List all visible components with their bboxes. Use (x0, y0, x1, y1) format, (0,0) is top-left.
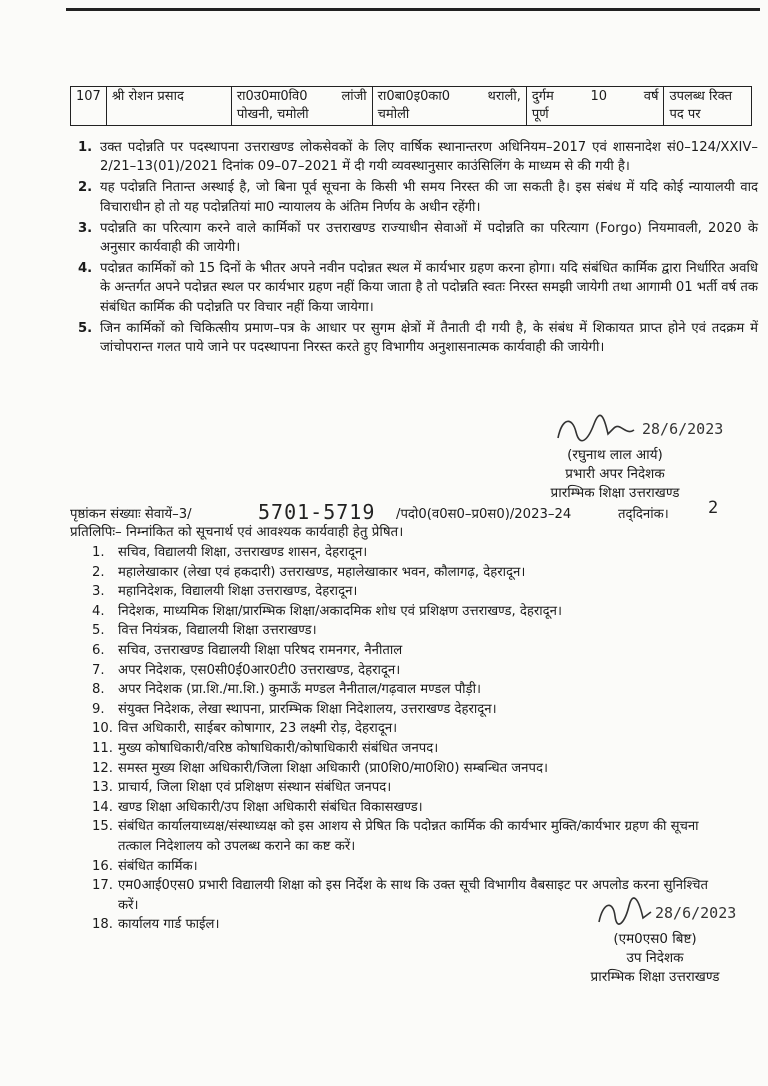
signatory-office: प्रारम्भिक शिक्षा उत्तराखण्ड (550, 485, 680, 501)
item-text: उक्त पदोन्नति पर पदस्थापना उत्तराखण्ड लोकसेवकों के लिए वार्षिक स्थानान्तरण अधिनियम–2017 एवं शासनादेश सं0–124/XXIV–2/21–13(01)/2021 दिनांक 09–07–2021 में दी गयी व्यवस्थानुसार काउंसिलिंग के माध्यम से की गयी है। (100, 140, 758, 175)
current-school-place: लांजी (341, 89, 367, 104)
list-item (92, 621, 732, 641)
remark-cell: उपलब्ध रिक्त पद पर (664, 87, 752, 126)
item-number: 7. (92, 662, 105, 678)
category-type: दुर्गम (531, 89, 554, 104)
reference-date-label: तद्‌दिनांक। (618, 507, 669, 522)
list-item (74, 138, 758, 176)
item-text: प्राचार्य, जिला शिक्षा एवं प्रशिक्षण संस्थान संबंधित जनपद। (118, 780, 392, 796)
terms-list (74, 138, 758, 359)
item-number: 12. (92, 760, 113, 776)
list-item (92, 582, 732, 602)
item-number: 1. (92, 545, 105, 560)
item-text: वित्त नियंत्रक, विद्यालयी शिक्षा उत्तराखण्ड। (118, 623, 317, 639)
promotion-record-table (70, 86, 752, 126)
list-item (74, 219, 758, 257)
reference-line (70, 500, 760, 524)
item-number: 2. (92, 564, 105, 580)
item-number: 2. (78, 180, 93, 196)
svg-text:28/6/2023: 28/6/2023 (655, 904, 737, 922)
current-school-code: रा0उ0मा0वि0 (236, 89, 308, 104)
table-row (71, 87, 752, 126)
list-item (92, 602, 732, 622)
list-item (92, 641, 732, 661)
name-cell: श्री रोशन प्रसाद (106, 87, 231, 126)
item-text: निदेशक, माध्यमिक शिक्षा/प्रारम्भिक शिक्षा/अकादमिक शोध एवं प्रशिक्षण उत्तराखण्ड, देहरादून। (118, 603, 563, 619)
signatory-name: (रघुनाथ लाल आर्य) (567, 447, 663, 463)
item-text: महालेखाकार (लेखा एवं हकदारी) उत्तराखण्ड, महालेखाकार भवन, कौलागढ़, देहरादून। (118, 564, 526, 580)
item-text: पदोन्नति का परित्याग करने वाले कार्मिकों पर उत्तराखण्ड राज्याधीन सेवाओं में पदोन्नति का परित्याग (Forgo) नियमावली, 2020 के अनुसार कार्यवाही की जायेगी। (100, 220, 758, 256)
svg-text:28/6/2023: 28/6/2023 (642, 420, 724, 438)
reference-number-handwritten: 5701-5719 (258, 500, 376, 524)
item-number: 4. (78, 261, 93, 277)
item-text: एम0आई0एस0 प्रभारी विद्यालयी शिक्षा को इस निर्देश के साथ कि उक्त सूची विभागीय वैबसाइट पर अपलोड करना सुनिश्चित करें। (118, 878, 708, 913)
copy-heading: प्रतिलिपिः– निम्नांकित को सूचनार्थ एवं आवश्यक कार्यवाही हेतु प्रेषित। (70, 525, 404, 540)
item-text: यह पदोन्नति नितान्त अस्थाई है, जो बिना पूर्व सूचना के किसी भी समय निरस्त की जा सकती है। इस संबंध में यदि कोई न्यायालयी वाद विचाराधीन हो तो यह पदोन्नतियां मा0 न्यायालय के अंतिम निर्णय के अधीन रहेंगी। (100, 180, 758, 215)
list-item (92, 563, 732, 583)
item-text: सचिव, विद्यालयी शिक्षा, उत्तराखण्ड शासन, देहरादून। (118, 545, 368, 560)
handwritten-signature-1 (550, 410, 724, 450)
item-text: संबंधित कार्मिक। (118, 858, 198, 874)
list-item (74, 319, 758, 357)
item-number: 3. (92, 584, 105, 600)
item-text: अपर निदेशक (प्रा.शि./मा.शि.) कुमाऊँ मण्डल नैनीताल/गढ़वाल मण्डल पौड़ी। (118, 682, 481, 698)
new-school-cell (372, 87, 526, 126)
new-school-code: रा0बा0इ0का0 (377, 89, 450, 104)
list-item (92, 719, 732, 739)
current-school-cell (231, 87, 372, 126)
item-number: 15. (92, 819, 113, 835)
handwritten-signature-2 (555, 892, 755, 932)
item-text: पदोन्नत कार्मिकों को 15 दिनों के भीतर अपने नवीन पदोन्नत स्थल में कार्यभार ग्रहण करना होगा। यदि संबंधित कार्मिक द्वारा निर्धारित अवधि के अन्तर्गत अपने पदोन्नत स्थल पर कार्यभार ग्रहण नहीं किया जाता है तो पदोन्नति स्वतः निरस्त समझी जायेगी तथा आगामी 01 भर्ती वर्ष तक संबंधित कार्मिक की पदोन्नति पर विचार नहीं किया जायेगा। (100, 261, 758, 315)
list-item (92, 759, 732, 779)
item-number: 17. (92, 878, 113, 894)
new-school-district: चमोली (377, 107, 410, 122)
reference-prefix: पृष्ठांकन संख्याः सेवायें–3/ (70, 507, 192, 522)
reference-date-mark: 2 (708, 498, 720, 518)
item-text: संयुक्त निदेशक, लेखा स्थापना, प्रारम्भिक शिक्षा निदेशालय, उत्तराखण्ड देहरादून। (118, 701, 497, 717)
category-cell (526, 87, 664, 126)
item-number: 13. (92, 780, 113, 796)
signatory-designation: उप निदेशक (626, 950, 684, 966)
category-years: 10 (590, 89, 608, 104)
list-item (92, 817, 732, 856)
signatory-name: (एम0एस0 बिष्ट) (613, 931, 697, 947)
item-number: 1. (78, 140, 93, 155)
item-text: कार्यालय गार्ड फाईल। (118, 917, 220, 933)
item-number: 4. (92, 603, 105, 619)
top-border-line (66, 8, 760, 11)
item-number: 3. (78, 220, 93, 236)
item-text: सचिव, उत्तराखण्ड विद्यालयी शिक्षा परिषद रामनगर, नैनीताल (118, 642, 403, 658)
category-status: पूर्ण (531, 107, 549, 122)
list-item (92, 700, 732, 720)
item-text: महानिदेशक, विद्यालयी शिक्षा उत्तराखण्ड, देहरादून। (118, 584, 358, 600)
item-number: 11. (92, 740, 113, 756)
item-text: संबंधित कार्यालयाध्यक्ष/संस्थाध्यक्ष को इस आशय से प्रेषित कि पदोन्नत कार्मिक की कार्यभार मुक्ति/कार्यभार ग्रहण की सूचना तत्काल निदेशालय को उपलब्ध कराने का कष्ट करें। (118, 819, 699, 854)
list-item (92, 739, 732, 759)
list-item (92, 543, 732, 563)
item-number: 18. (92, 917, 113, 933)
list-item (74, 259, 758, 317)
item-number: 10. (92, 721, 113, 737)
item-number: 16. (92, 858, 113, 874)
item-number: 6. (92, 642, 105, 658)
reference-suffix: /पदो0(व0स0–प्र0स0)/2023–24 (396, 507, 572, 522)
item-number: 5. (92, 623, 105, 639)
signature-block-1 (520, 420, 724, 503)
item-text: समस्त मुख्य शिक्षा अधिकारी/जिला शिक्षा अधिकारी (प्रा0शि0/मा0शि0) सम्बन्धित जनपद। (118, 760, 548, 776)
list-item (92, 857, 732, 877)
signatory-office: प्रारम्भिक शिक्षा उत्तराखण्ड (590, 969, 720, 985)
item-text: खण्ड शिक्षा अधिकारी/उप शिक्षा अधिकारी संबंधित विकासखण्ड। (118, 799, 423, 815)
list-item (92, 778, 732, 798)
list-item (74, 178, 758, 216)
item-number: 14. (92, 799, 113, 815)
item-text: जिन कार्मिकों को चिकित्सीय प्रमाण–पत्र के आधार पर सुगम क्षेत्रों में तैनाती दी गयी है, के संबंध में शिकायत प्राप्त होने एवं तदक्रम में जांचोपरान्त गलत पाये जाने पर पदस्थापना निरस्त करते हुए विभागीय अनुशासनात्मक कार्यवाही की जायेगी। (100, 320, 758, 356)
list-item (92, 680, 732, 700)
category-unit: वर्ष (643, 89, 659, 104)
item-number: 8. (92, 682, 105, 698)
item-number: 5. (78, 320, 93, 336)
serial-cell: 107 (71, 87, 107, 126)
item-text: अपर निदेशक, एस0सी0ई0आर0टी0 उत्तराखण्ड, देहरादून। (118, 662, 401, 678)
new-school-place: थराली, (487, 89, 521, 104)
item-text: मुख्य कोषाधिकारी/वरिष्ठ कोषाधिकारी/कोषाधिकारी संबंधित जनपद। (118, 740, 439, 756)
list-item (92, 661, 732, 681)
item-text: वित्त अधिकारी, साईबर कोषागार, 23 लक्ष्मी रोड़, देहरादून। (118, 721, 398, 737)
current-school-district: पोखनी, चमोली (236, 107, 309, 122)
list-item (92, 798, 732, 818)
item-number: 9. (92, 701, 105, 717)
copies-list (92, 543, 732, 935)
signature-block-2 (555, 900, 755, 987)
signatory-designation: प्रभारी अपर निदेशक (565, 466, 665, 482)
